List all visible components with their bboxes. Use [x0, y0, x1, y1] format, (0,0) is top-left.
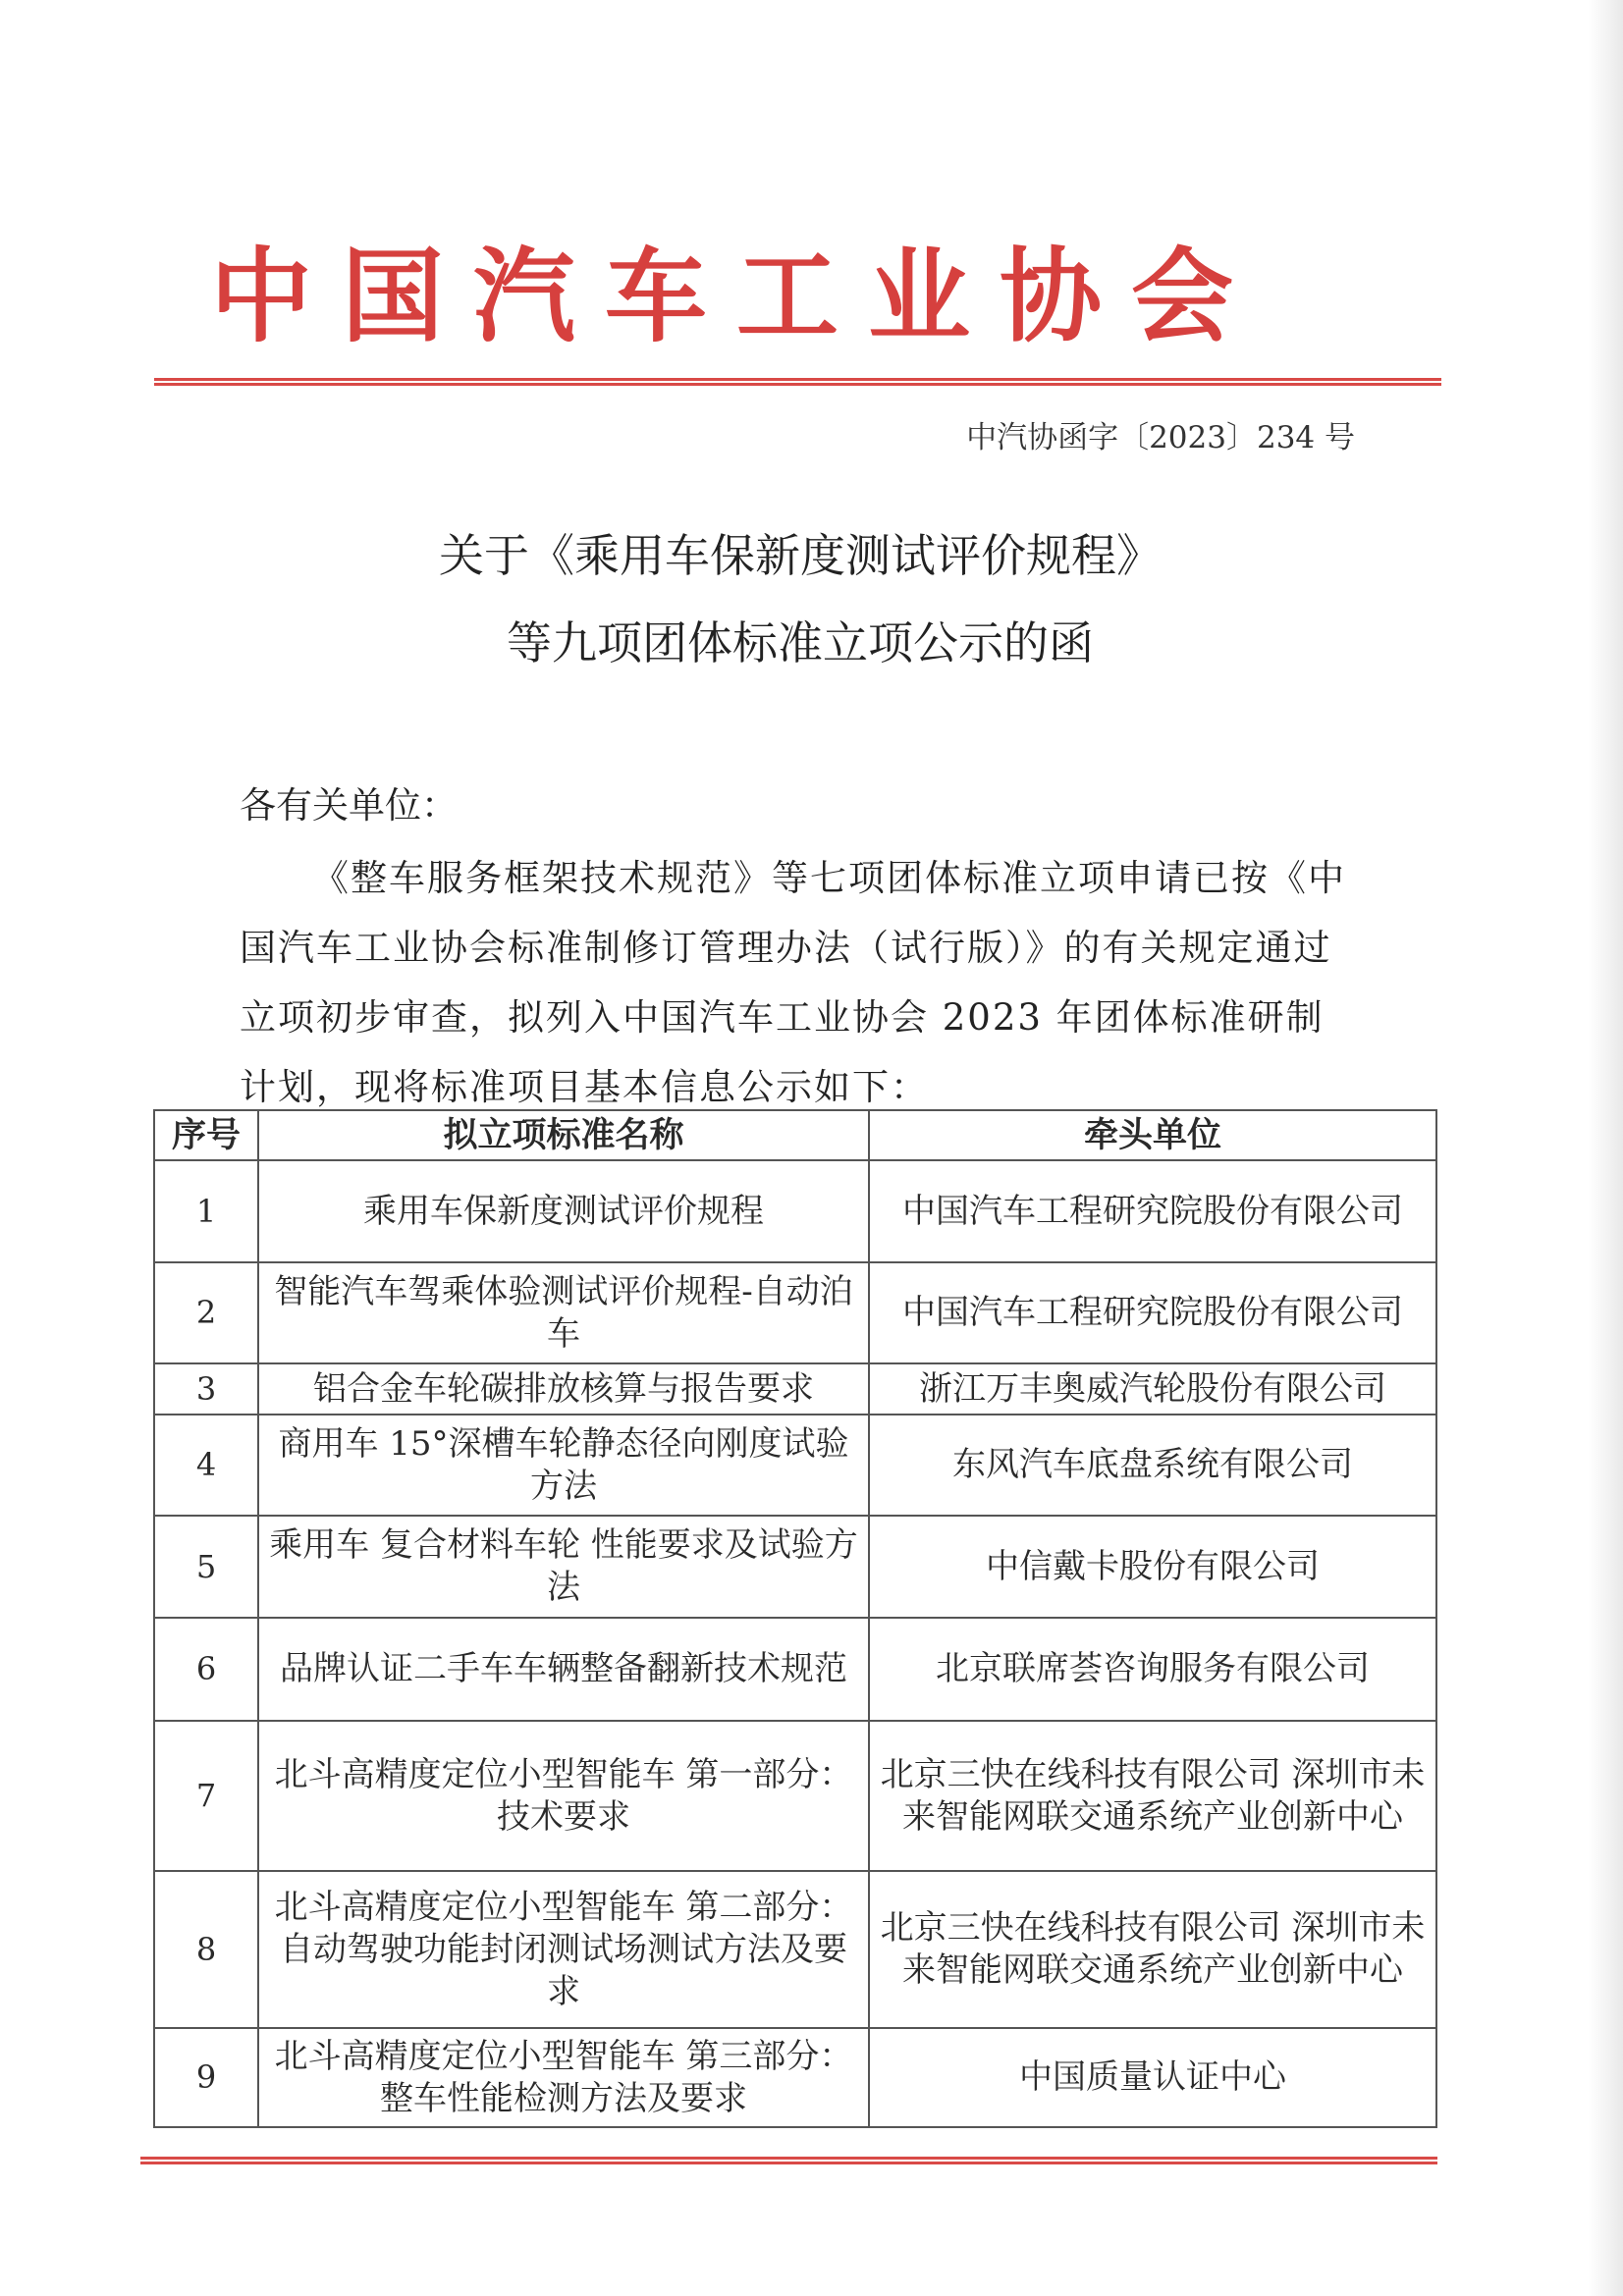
- body-paragraph: 《整车服务框架技术规范》等七项团体标准立项申请已按《中国汽车工业协会标准制修订管理办法（试行版）》的有关规定通过立项初步审查，拟列入中国汽车工业协会 2023 年团体标准研制计划，现将标准项目基本信息公示如下：: [240, 857, 1346, 1108]
- row-number: 2: [154, 1262, 258, 1363]
- table-row: [154, 1516, 1436, 1618]
- standard-name: 商用车 15°深槽车轮静态径向刚度试验方法: [258, 1415, 869, 1516]
- lead-unit: 东风汽车底盘系统有限公司: [869, 1415, 1436, 1516]
- standard-name: 品牌认证二手车车辆整备翻新技术规范: [258, 1618, 869, 1721]
- standard-name: 铝合金车轮碳排放核算与报告要求: [258, 1363, 869, 1415]
- letterhead-org-name: 中国汽车工业协会: [209, 237, 1263, 356]
- header-lead-unit: 牵头单位: [869, 1110, 1436, 1160]
- row-number: 9: [154, 2028, 258, 2127]
- document-title-line-2: 等九项团体标准立项公示的函: [507, 616, 1094, 669]
- table-row: [154, 1160, 1436, 1262]
- standard-name: 北斗高精度定位小型智能车 第一部分：技术要求: [258, 1721, 869, 1871]
- standard-name: 智能汽车驾乘体验测试评价规程-自动泊车: [258, 1262, 869, 1363]
- lead-unit: 中国汽车工程研究院股份有限公司: [869, 1262, 1436, 1363]
- lead-unit: 中国汽车工程研究院股份有限公司: [869, 1160, 1436, 1262]
- table-row: [154, 2028, 1436, 2127]
- standards-table: [153, 1109, 1437, 2128]
- lead-unit: 北京三快在线科技有限公司 深圳市未来智能网联交通系统产业创新中心: [869, 1721, 1436, 1871]
- table-header-row: [154, 1110, 1436, 1160]
- row-number: 6: [154, 1618, 258, 1721]
- row-number: 3: [154, 1363, 258, 1415]
- table-row: [154, 1363, 1436, 1415]
- row-number: 8: [154, 1871, 258, 2028]
- standard-name: 乘用车保新度测试评价规程: [258, 1160, 869, 1262]
- lead-unit: 中国质量认证中心: [869, 2028, 1436, 2127]
- scan-edge-shadow: [1588, 0, 1623, 2296]
- row-number: 5: [154, 1516, 258, 1618]
- table-row: [154, 1871, 1436, 2028]
- lead-unit: 中信戴卡股份有限公司: [869, 1516, 1436, 1618]
- standard-name: 乘用车 复合材料车轮 性能要求及试验方法: [258, 1516, 869, 1618]
- salutation: 各有关单位：: [240, 784, 458, 827]
- row-number: 4: [154, 1415, 258, 1516]
- header-standard-name: 拟立项标准名称: [258, 1110, 869, 1160]
- standard-name: 北斗高精度定位小型智能车 第二部分：自动驾驶功能封闭测试场测试方法及要求: [258, 1871, 869, 2028]
- table-row: [154, 1415, 1436, 1516]
- letterhead-red-rule: [154, 378, 1441, 386]
- lead-unit: 北京三快在线科技有限公司 深圳市未来智能网联交通系统产业创新中心: [869, 1871, 1436, 2028]
- lead-unit: 浙江万丰奥威汽轮股份有限公司: [869, 1363, 1436, 1415]
- row-number: 1: [154, 1160, 258, 1262]
- document-number: 中汽协函字〔2023〕234 号: [966, 420, 1355, 455]
- table-row: [154, 1262, 1436, 1363]
- header-serial-number: 序号: [154, 1110, 258, 1160]
- row-number: 7: [154, 1721, 258, 1871]
- footer-red-rule: [140, 2157, 1437, 2164]
- table-row: [154, 1618, 1436, 1721]
- table-row: [154, 1721, 1436, 1871]
- standard-name: 北斗高精度定位小型智能车 第三部分：整车性能检测方法及要求: [258, 2028, 869, 2127]
- lead-unit: 北京联席荟咨询服务有限公司: [869, 1618, 1436, 1721]
- document-title-line-1: 关于《乘用车保新度测试评价规程》: [439, 529, 1162, 582]
